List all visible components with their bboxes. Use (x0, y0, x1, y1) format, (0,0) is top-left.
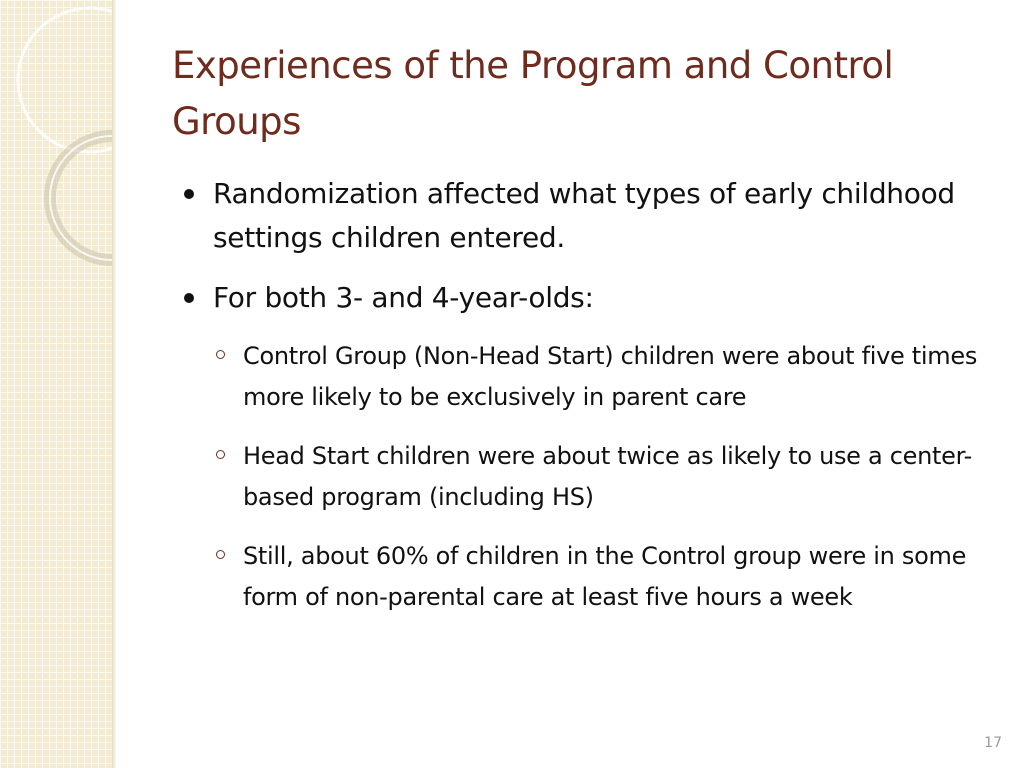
sub-bullet-text: Head Start children were about twice as likely to use a center-based program (including HS) (243, 442, 972, 511)
bullet-dot-icon (184, 189, 194, 199)
sub-bullet-ring-icon (216, 350, 225, 359)
decorative-side-band (0, 0, 112, 768)
sub-bullet-item (243, 436, 1000, 518)
slide-body (180, 172, 1000, 636)
bullet-text: For both 3- and 4-year-olds: (213, 281, 594, 314)
page-number: 17 (984, 735, 1002, 751)
slide-title: Experiences of the Program and Control Groups (172, 44, 894, 143)
side-band-edge (112, 0, 116, 768)
sub-bullet-text: Control Group (Non-Head Start) children were about five times more likely to be exclusively in parent care (243, 342, 978, 411)
bullet-text: Randomization affected what types of early childhood settings children entered. (213, 177, 955, 254)
circle-decoration-icon (0, 0, 112, 768)
sub-bullet-ring-icon (216, 550, 225, 559)
bullet-dot-icon (184, 293, 194, 303)
sub-bullet-text: Still, about 60% of children in the Control group were in some form of non-parental care at least five hours a week (243, 542, 967, 611)
bullet-item (180, 276, 1000, 320)
bullet-item (180, 172, 1000, 260)
sub-bullet-ring-icon (216, 450, 225, 459)
sub-bullet-item (243, 336, 1000, 418)
sub-bullet-item (243, 536, 1000, 618)
